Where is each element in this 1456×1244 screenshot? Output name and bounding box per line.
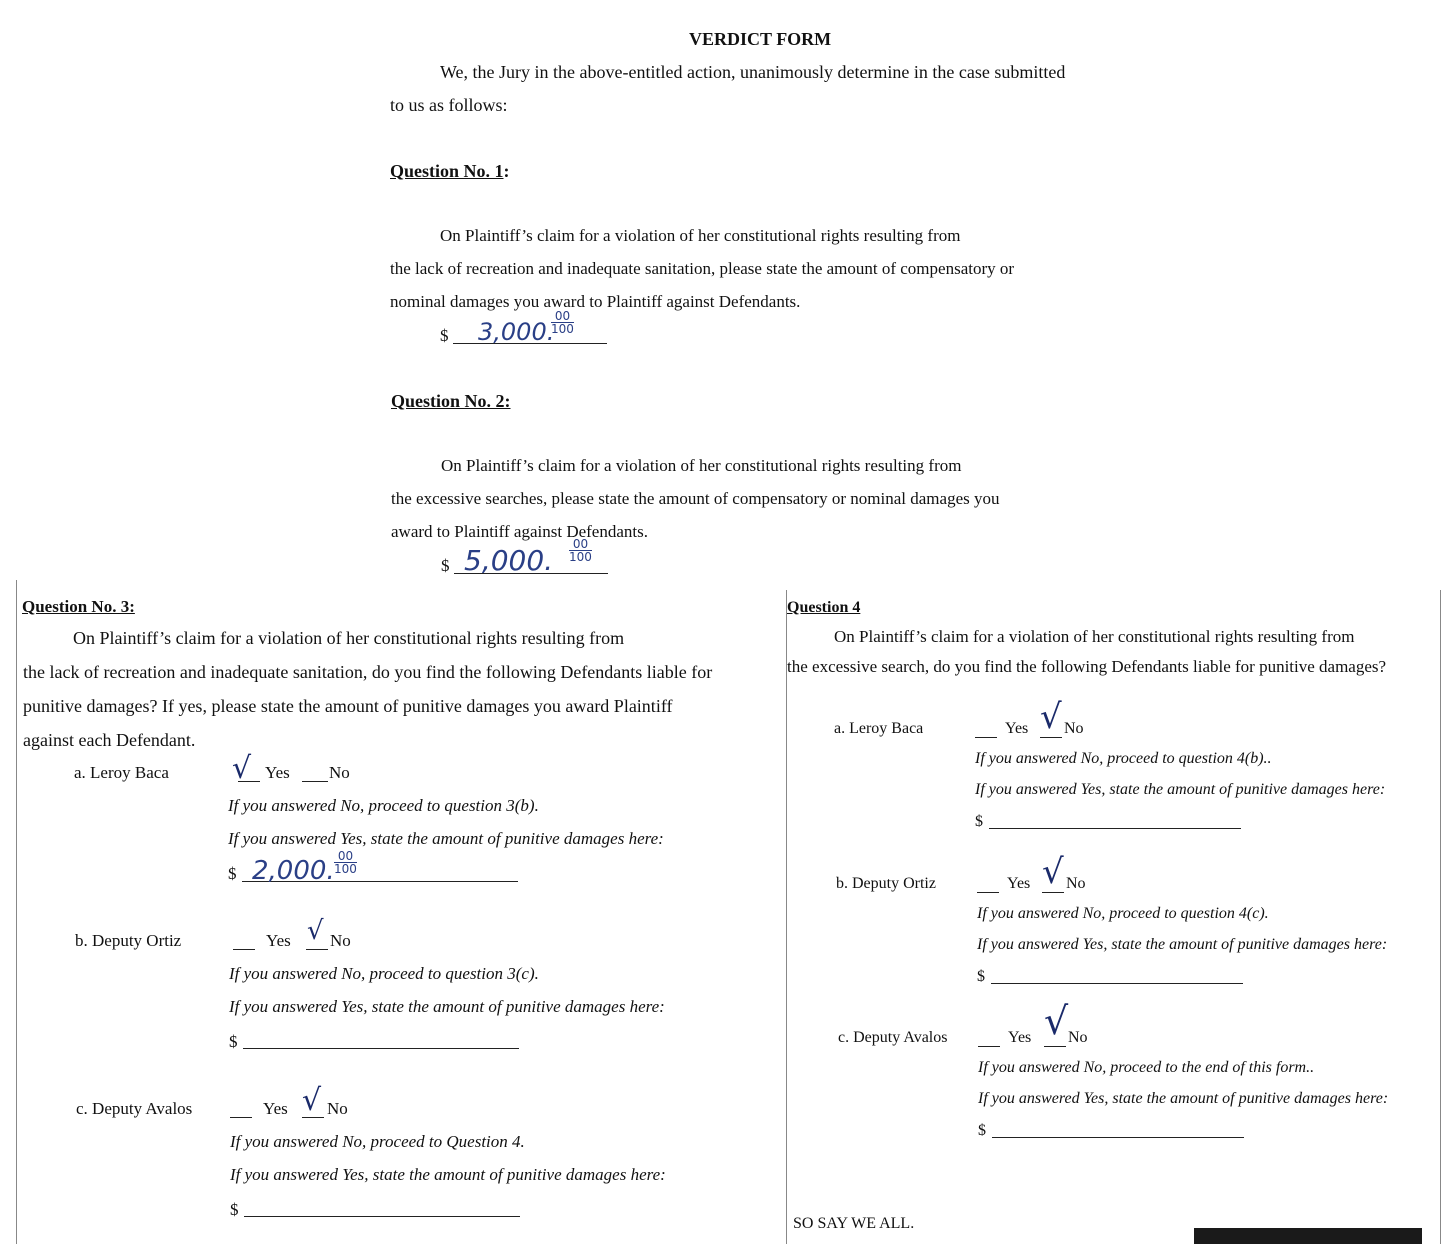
q1-line-2: the lack of recreation and inadequate sanitation, please state the amount of compensatory or [390, 259, 1015, 278]
q1-heading-colon: : [503, 161, 510, 181]
redaction-block [1194, 1228, 1422, 1244]
q1-cents-fraction [551, 310, 574, 335]
q3c-instruction-yes: If you answered Yes, state the amount of punitive damages here: [230, 1165, 666, 1184]
q3b-no-blank[interactable] [306, 949, 328, 950]
q3b-no-checkmark-icon: √ [307, 916, 324, 946]
q4b-yes-blank[interactable] [977, 892, 999, 893]
q4-heading: Question 4 [787, 599, 861, 616]
scan-border-left [16, 580, 17, 1244]
q3-line-2: the lack of recreation and inadequate sanitation, do you find the following Defendants liable for [23, 662, 713, 682]
q4-line-2: the excessive search, do you find the following Defendants liable for punitive damages? [787, 657, 1387, 676]
q2-line-1: On Plaintiff’s claim for a violation of her constitutional rights resulting from [441, 456, 962, 475]
q4a-instruction-no: If you answered No, proceed to question 4(b).. [975, 750, 1272, 767]
q3b-dollar-sign: $ [229, 1032, 238, 1051]
q3a-no-label: No [329, 763, 350, 782]
q3c-no-checkmark-icon: √ [302, 1083, 322, 1118]
q4c-dollar-sign: $ [978, 1122, 986, 1139]
q3a-label: a. Leroy Baca [74, 763, 169, 782]
q4a-no-blank[interactable] [1040, 737, 1062, 738]
q4c-instruction-yes: If you answered Yes, state the amount of punitive damages here: [978, 1090, 1389, 1107]
q2-cents-fraction [569, 538, 592, 563]
q4a-instruction-yes: If you answered Yes, state the amount of punitive damages here: [975, 781, 1386, 798]
q4-line-1: On Plaintiff’s claim for a violation of her constitutional rights resulting from [834, 627, 1355, 646]
q1-cents-den: 100 [551, 322, 574, 336]
q3b-amount-line[interactable] [243, 1048, 519, 1049]
closing-statement: SO SAY WE ALL. [793, 1215, 915, 1232]
q3a-yes-checkmark-icon: √ [232, 751, 252, 786]
q2-amount-handwritten: 5,000. [464, 544, 554, 577]
q3b-no-label: No [330, 931, 351, 950]
q3c-no-label: No [327, 1099, 348, 1118]
q4a-yes-label: Yes [1005, 720, 1029, 737]
q3c-instruction-no: If you answered No, proceed to Question 4. [230, 1132, 525, 1151]
q4a-yes-blank[interactable] [975, 737, 997, 738]
q2-dollar-sign: $ [441, 556, 450, 575]
q2-heading: Question No. 2: [391, 391, 511, 411]
q4a-amount-line[interactable] [989, 828, 1241, 829]
intro-line-2: to us as follows: [390, 95, 508, 115]
q4c-amount-line[interactable] [992, 1137, 1244, 1138]
q4c-instruction-no: If you answered No, proceed to the end of this form.. [978, 1059, 1315, 1076]
q3a-yes-label: Yes [265, 763, 290, 782]
q4c-no-label: No [1068, 1029, 1088, 1046]
q4b-no-label: No [1066, 875, 1086, 892]
q4c-no-blank[interactable] [1044, 1046, 1066, 1047]
q3a-instruction-yes: If you answered Yes, state the amount of punitive damages here: [228, 829, 664, 848]
q2-cents-num: 00 [569, 538, 592, 551]
q3a-cents-num: 00 [334, 850, 357, 863]
q3a-amount-handwritten: 2,000. [252, 856, 335, 886]
q4b-no-blank[interactable] [1042, 892, 1064, 893]
q3-heading: Question No. 3: [22, 597, 135, 616]
q3c-label: c. Deputy Avalos [76, 1099, 193, 1118]
q1-line-1: On Plaintiff’s claim for a violation of her constitutional rights resulting from [440, 226, 961, 245]
q4b-instruction-yes: If you answered Yes, state the amount of punitive damages here: [977, 936, 1388, 953]
q4c-yes-blank[interactable] [978, 1046, 1000, 1047]
scan-border-right [1440, 590, 1441, 1244]
q3a-dollar-sign: $ [228, 864, 237, 883]
q4c-yes-label: Yes [1008, 1029, 1032, 1046]
q2-cents-den: 100 [569, 550, 592, 564]
q4a-dollar-sign: $ [975, 813, 983, 830]
q3b-instruction-yes: If you answered Yes, state the amount of punitive damages here: [229, 997, 665, 1016]
q3c-yes-blank[interactable] [230, 1117, 252, 1118]
q3b-instruction-no: If you answered No, proceed to question 3(c). [229, 964, 539, 983]
q3-line-1: On Plaintiff’s claim for a violation of her constitutional rights resulting from [73, 628, 625, 648]
q1-heading-wrap [390, 161, 510, 182]
q3a-no-blank[interactable] [302, 781, 328, 782]
q3b-yes-blank[interactable] [233, 949, 255, 950]
q1-dollar-sign: $ [440, 326, 449, 345]
q3a-cents-den: 100 [334, 862, 357, 876]
q1-heading: Question No. 1 [390, 161, 504, 181]
q3c-dollar-sign: $ [230, 1200, 239, 1219]
q3c-amount-line[interactable] [244, 1216, 520, 1217]
q3c-yes-label: Yes [263, 1099, 288, 1118]
q4b-instruction-no: If you answered No, proceed to question 4(c). [977, 905, 1269, 922]
q1-line-3: nominal damages you award to Plaintiff against Defendants. [390, 292, 801, 311]
q4c-no-checkmark-icon: √ [1044, 999, 1069, 1043]
q4b-yes-label: Yes [1007, 875, 1031, 892]
q3b-label: b. Deputy Ortiz [75, 931, 182, 950]
q4b-dollar-sign: $ [977, 968, 985, 985]
q3-line-4: against each Defendant. [23, 730, 196, 750]
q2-line-2: the excessive searches, please state the amount of compensatory or nominal damages you [391, 489, 1000, 508]
q3a-cents-fraction [334, 850, 357, 875]
q3b-yes-label: Yes [266, 931, 291, 950]
q1-cents-num: 00 [551, 310, 574, 323]
q3a-instruction-no: If you answered No, proceed to question 3(b). [228, 796, 539, 815]
q4a-no-label: No [1064, 720, 1084, 737]
q4a-label: a. Leroy Baca [834, 720, 924, 737]
scan-border-middle [786, 590, 787, 1244]
q4b-amount-line[interactable] [991, 983, 1243, 984]
q3-line-3: punitive damages? If yes, please state the amount of punitive damages you award Plaintiff [23, 696, 673, 716]
q4c-label: c. Deputy Avalos [838, 1029, 948, 1046]
q4b-label: b. Deputy Ortiz [836, 875, 936, 892]
q1-amount-handwritten: 3,000. [478, 318, 555, 346]
q4a-no-checkmark-icon: √ [1040, 697, 1062, 737]
q4b-no-checkmark-icon: √ [1042, 852, 1064, 892]
form-title: VERDICT FORM [689, 29, 832, 49]
q2-line-3: award to Plaintiff against Defendants. [391, 522, 648, 541]
intro-line-1: We, the Jury in the above-entitled action, unanimously determine in the case submitted [440, 62, 1066, 82]
